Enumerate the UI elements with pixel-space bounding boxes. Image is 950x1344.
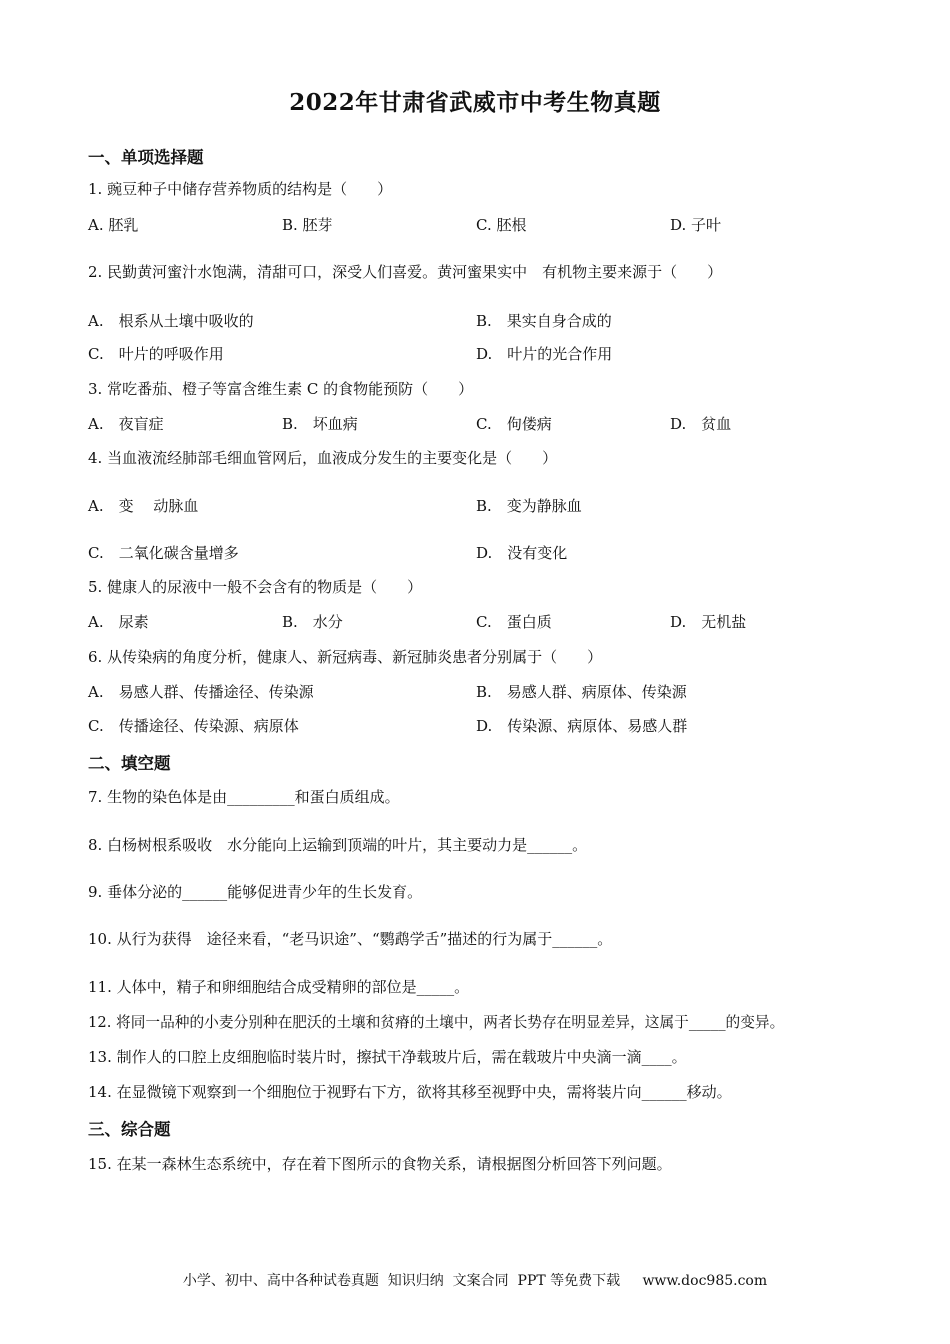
question-12: 12. 将同一品种的小麦分别种在肥沃的土壤和贫瘠的土壤中，两者长势存在明显差异，这属于_____的变异。 <box>88 1014 785 1031</box>
section-heading-comprehensive: 三、综合题 <box>88 1120 171 1139</box>
question-13: 13. 制作人的口腔上皮细胞临时装片时，擦拭干净载玻片后，需在载玻片中央滴一滴____。 <box>88 1048 687 1066</box>
q4-option-a: A. 变 动脉血 <box>88 497 199 515</box>
section-heading-fill: 二、填空题 <box>88 754 171 773</box>
q5-option-a: A. 尿素 <box>88 613 149 631</box>
q2-option-c: C. 叶片的呼吸作用 <box>88 345 224 363</box>
question-2: 2. 民勤黄河蜜汁水饱满，清甜可口，深受人们喜爱。黄河蜜果实中 有机物主要来源于（ ） <box>88 263 723 281</box>
question-5: 5. 健康人的尿液中一般不会含有的物质是（ ） <box>88 578 423 596</box>
q5-option-d: D. 无机盐 <box>670 613 747 631</box>
question-7: 7. 生物的染色体是由_________和蛋白质组成。 <box>88 788 400 806</box>
q3-option-b: B. 坏血病 <box>282 415 358 433</box>
q2-option-a: A. 根系从土壤中吸收的 <box>88 312 254 330</box>
question-1: 1. 豌豆种子中储存营养物质的结构是（ ） <box>88 180 393 198</box>
q5-option-b: B. 水分 <box>282 613 343 631</box>
q4-option-b: B. 变为静脉血 <box>476 497 582 515</box>
q4-option-c: C. 二氧化碳含量增多 <box>88 544 239 562</box>
q5-option-c: C. 蛋白质 <box>476 613 552 631</box>
q6-option-d: D. 传染源、病原体、易感人群 <box>476 717 688 735</box>
question-9: 9. 垂体分泌的______能够促进青少年的生长发育。 <box>88 883 423 901</box>
q6-option-a: A. 易感人群、传播途径、传染源 <box>88 683 314 701</box>
q3-option-d: D. 贫血 <box>670 415 732 433</box>
q2-option-b: B. 果实自身合成的 <box>476 312 612 330</box>
question-11: 11. 人体中，精子和卵细胞结合成受精卵的部位是_____。 <box>88 978 470 996</box>
q1-option-a: A. 胚乳 <box>88 216 139 234</box>
question-8: 8. 白杨树根系吸收 水分能向上运输到顶端的叶片，其主要动力是______。 <box>88 836 588 854</box>
q6-option-c: C. 传播途径、传染源、病原体 <box>88 717 299 735</box>
q3-option-c: C. 佝偻病 <box>476 415 552 433</box>
question-14: 14. 在显微镜下观察到一个细胞位于视野右下方，欲将其移至视野中央，需将装片向______移动。 <box>88 1083 732 1101</box>
q6-option-b: B. 易感人群、病原体、传染源 <box>476 683 687 701</box>
q1-option-b: B. 胚芽 <box>282 216 333 234</box>
q1-option-c: C. 胚根 <box>476 216 527 234</box>
section-heading-choice: 一、单项选择题 <box>88 148 204 167</box>
question-3: 3. 常吃番茄、橙子等富含维生素 C 的食物能预防（ ） <box>88 380 474 398</box>
q2-option-d: D. 叶片的光合作用 <box>476 345 613 363</box>
question-4: 4. 当血液流经肺部毛细血管网后，血液成分发生的主要变化是（ ） <box>88 449 558 467</box>
question-10: 10. 从行为获得 途径来看，“老马识途”、“鹦鹉学舌”描述的行为属于______。 <box>88 930 613 948</box>
question-6: 6. 从传染病的角度分析，健康人、新冠病毒、新冠肺炎患者分别属于（ ） <box>88 648 603 666</box>
q3-option-a: A. 夜盲症 <box>88 415 164 433</box>
page-title: 2022年甘肃省武威市中考生物真题 <box>289 89 661 116</box>
page-footer: 小学、初中、高中各种试卷真题 知识归纳 文案合同 PPT 等免费下载 www.doc985.com <box>182 1273 768 1289</box>
question-15: 15. 在某一森林生态系统中，存在着下图所示的食物关系，请根据图分析回答下列问题。 <box>88 1155 672 1173</box>
q1-option-d: D. 子叶 <box>670 216 722 234</box>
q4-option-d: D. 没有变化 <box>476 544 568 562</box>
